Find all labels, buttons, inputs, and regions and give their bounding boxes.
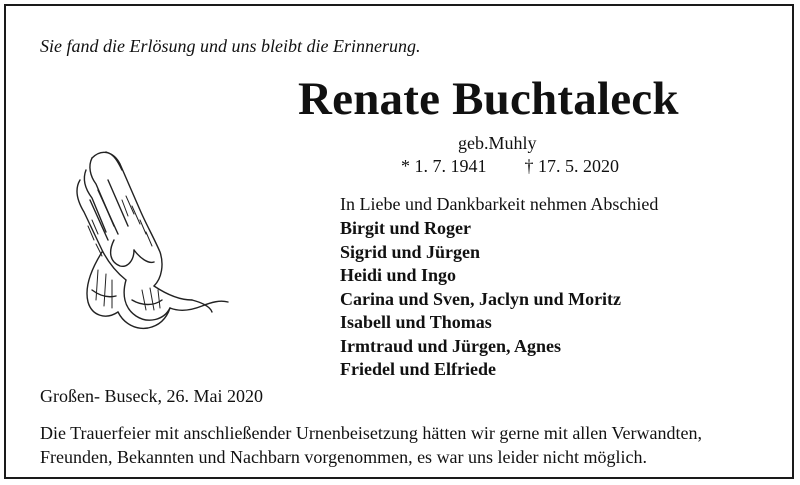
mourners-list <box>340 217 621 382</box>
birth-date: * 1. 7. 1941 <box>401 156 487 176</box>
funeral-notice <box>40 421 800 469</box>
mourners-intro: In Liebe und Dankbarkeit nehmen Abschied <box>340 194 659 214</box>
list-item: Carina und Sven, Jaclyn und Moritz <box>340 288 622 309</box>
list-item: Irmtraud und Jürgen, Agnes <box>340 335 562 356</box>
maiden-name: geb.Muhly <box>458 133 537 153</box>
praying-hands-icon <box>62 140 232 336</box>
list-item: Heidi und Ingo <box>340 265 457 285</box>
death-date: † 17. 5. 2020 <box>524 156 619 176</box>
notice-line: Die Trauerfeier mit anschließender Urnenbeisetzung hätten wir gerne mit allen Verwandten, <box>40 423 702 443</box>
place-and-date: Großen- Buseck, 26. Mai 2020 <box>40 386 263 406</box>
obituary-frame <box>4 4 794 479</box>
list-item: Isabell und Thomas <box>340 312 492 332</box>
deceased-name: Renate Buchtaleck <box>298 73 679 125</box>
list-item: Sigrid und Jürgen <box>340 241 481 262</box>
list-item: Friedel und Elfriede <box>340 359 496 379</box>
notice-line: Freunden, Bekannten und Nachbarn vorgenommen, es war uns leider nicht möglich. <box>40 447 648 467</box>
list-item: Birgit und Roger <box>340 218 472 238</box>
obituary-quote: Sie fand die Erlösung und uns bleibt die Erinnerung. <box>40 36 421 56</box>
life-dates <box>401 156 619 177</box>
